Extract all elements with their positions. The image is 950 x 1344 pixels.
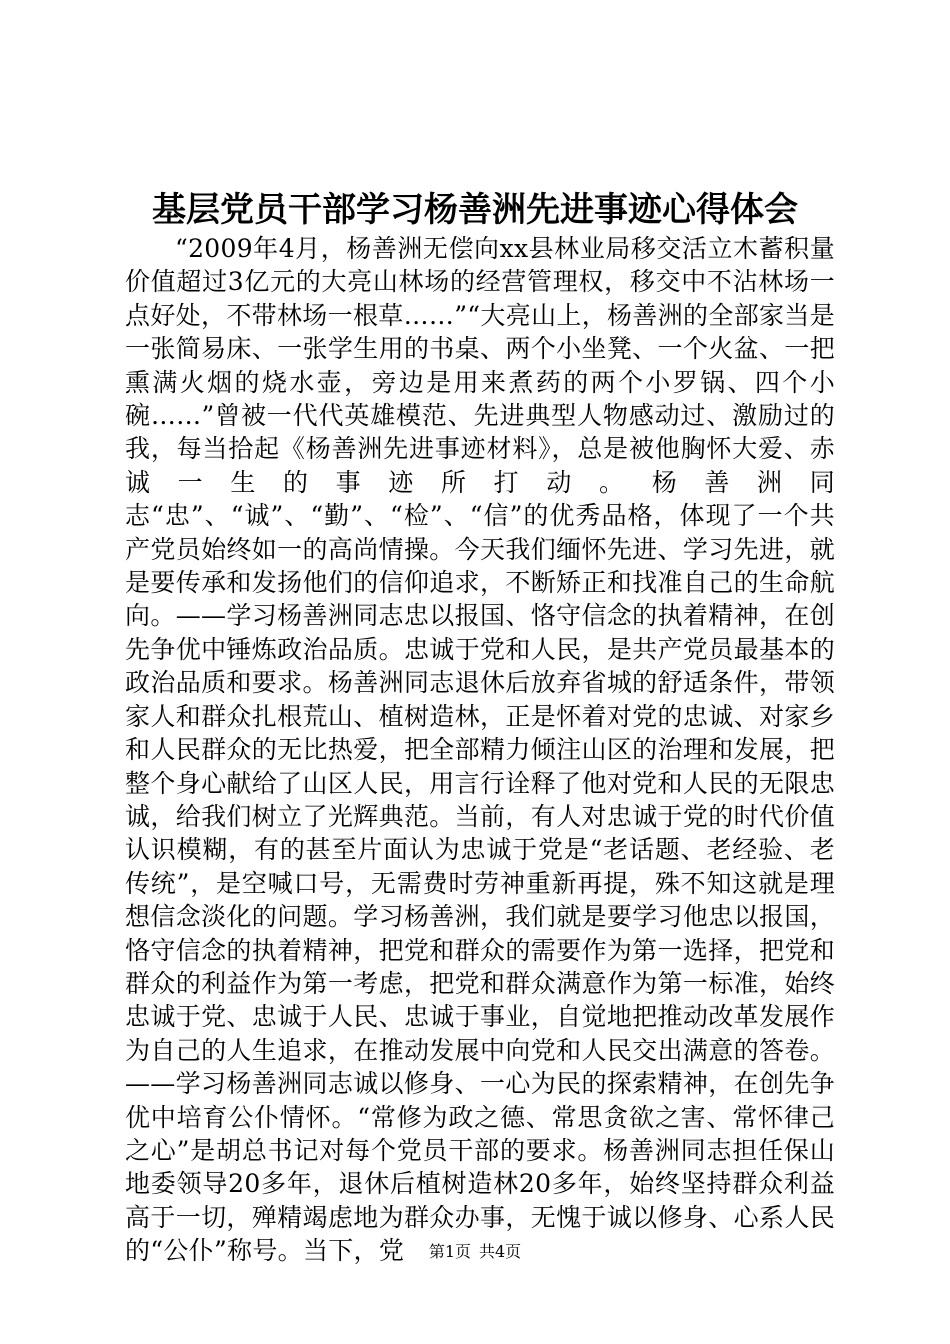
page-number-current: 第1页 (428, 1242, 471, 1261)
page-footer (0, 1241, 950, 1263)
document-title: 基层党员干部学习杨善洲先进事迹心得体会 (152, 190, 798, 230)
page-number-total: 共4页 (479, 1242, 522, 1261)
document-body-paragraph: “2009年4月，杨善洲无偿向xx县林业局移交活立木蓄积量价值超过3亿元的大亮山林场的经营管理权，移交中不沾林场一点好处，不带林场一根草……”“大亮山上，杨善洲的全部家当是一张简易床、一张学生用的书桌、两个小坐凳、一个火盆、一把熏满火烟的烧水壶，旁边是用来煮药的两个小罗锅、四个小碗……”曾被一代代英雄模范、先进典型人物感动过、激励过的我，每当拾起《杨善洲先进事迹材料》，总是被他胸怀大爱、赤诚一生的事迹所打动。杨善洲同志“忠”、“诚”、“勤”、“检”、“信”的优秀品格，体现了一个共产党员始终如一的高尚情操。今天我们缅怀先进、学习先进，就是要传承和发扬他们的信仰追求，不断矫正和找准自己的生命航向。——学习杨善洲同志忠以报国、恪守信念的执着精神，在创先争优中锤炼政治品质。忠诚于党和人民，是共产党员最基本的政治品质和要求。杨善洲同志退休后放弃省城的舒适条件，带领家人和群众扎根荒山、植树造林，正是怀着对党的忠诚、对家乡和人民群众的无比热爱，把全部精力倾注山区的治理和发展，把整个身心献给了山区人民，用言行诠释了他对党和人民的无限忠诚，给我们树立了光辉典范。当前，有人对忠诚于党的时代价值认识模糊，有的甚至片面认为忠诚于党是“老话题、老经验、老传统”，是空喊口号，无需费时劳神重新再提，殊不知这就是理想信念淡化的问题。学习杨善洲，我们就是要学习他忠以报国，恪守信念的执着精神，把党和群众的需要作为第一选择，把党和群众的利益作为第一考虑，把党和群众满意作为第一标准，始终忠诚于党、忠诚于人民、忠诚于事业，自觉地把推动改革发展作为自己的人生追求，在推动发展中向党和人民交出满意的答卷。——学习杨善洲同志诚以修身、一心为民的探索精神，在创先争优中培育公仆情怀。“常修为政之德、常思贪欲之害、常怀律己之心”是胡总书记对每个党员干部的要求。杨善洲同志担任保山地委领导20多年，退休后植树造林20多年，始终坚持群众利益高于一切，殚精竭虑地为群众办事，无愧于诚以修身、心系人民的“公仆”称号。当下，党 (125, 234, 835, 1266)
